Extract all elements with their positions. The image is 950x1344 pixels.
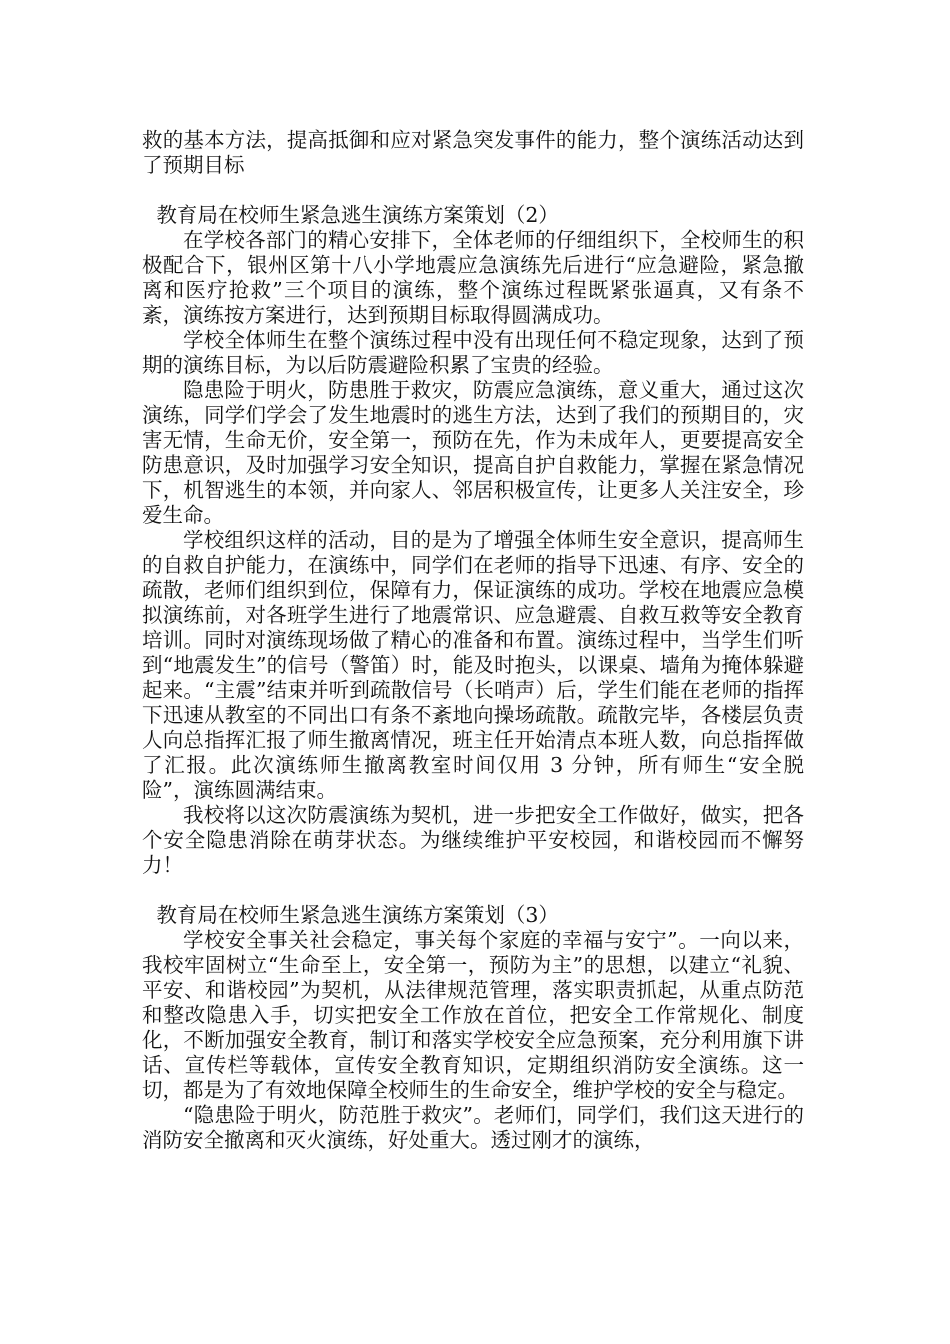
section-3-paragraph-2: “隐患险于明火，防范胜于救灾”。老师们，同学们，我们这天进行的消防安全撤离和灭火演练，好处重大。透过刚才的演练， [142,1103,804,1152]
section-2-title: 教育局在校师生紧急逃生演练方案策划（2） [156,203,559,227]
section-gap [142,878,804,903]
section-gap [142,178,804,203]
section-2-paragraph-2: 学校全体师生在整个演练过程中没有出现任何不稳定现象，达到了预期的演练目标，为以后防震避险积累了宝贵的经验。 [142,328,804,377]
section-2-paragraph-4: 学校组织这样的活动，目的是为了增强全体师生安全意识，提高师生的自救自护能力，在演练中，同学们在老师的指导下迅速、有序、安全的疏散，老师们组织到位，保障有力，保证演练的成功。学校在地震应急模拟演练前，对各班学生进行了地震常识、应急避震、自救互救等安全教育培训。同时对演练现场做了精心的准备和布置。演练过程中，当学生们听到“地震发生”的信号（警笛）时，能及时抱头，以课桌、墙角为掩体躲避起来。“主震”结束并听到疏散信号（长哨声）后，学生们能在老师的指挥下迅速从教室的不同出口有条不紊地向操场疏散。疏散完毕，各楼层负责人向总指挥汇报了师生撤离情况，班主任开始清点本班人数，向总指挥做了汇报。此次演练师生撤离教室时间仅用 3 分钟，所有师生“安全脱险”，演练圆满结束。 [142,528,804,802]
section-3-title: 教育局在校师生紧急逃生演练方案策划（3） [156,903,559,927]
section-3-paragraph-1: 学校安全事关社会稳定，事关每个家庭的幸福与安宁”。一向以来，我校牢固树立“生命至上，安全第一，预防为主”的思想，以建立“礼貌、平安、和谐校园”为契机，从法律规范管理，落实职责抓起，从重点防范和整改隐患入手，切实把安全工作放在首位，把安全工作常规化、制度化，不断加强安全教育，制订和落实学校安全应急预案，充分利用旗下讲话、宣传栏等载体，宣传安全教育知识，定期组织消防安全演练。这一切，都是为了有效地保障全校师生的生命安全，维护学校的安全与稳定。 [142,928,804,1102]
section-2-paragraph-3: 隐患险于明火，防患胜于救灾，防震应急演练，意义重大，通过这次演练，同学们学会了发生地震时的逃生方法，达到了我们的预期目的，灾害无情，生命无价，安全第一，预防在先，作为未成年人，更要提高安全防患意识，及时加强学习安全知识，提高自护自救能力，掌握在紧急情况下，机智逃生的本领，并向家人、邻居积极宣传，让更多人关注安全，珍爱生命。 [142,378,804,527]
section-2-paragraph-1: 在学校各部门的精心安排下，全体老师的仔细组织下，全校师生的积极配合下，银州区第十八小学地震应急演练先后进行“应急避险，紧急撤离和医疗抢救”三个项目的演练，整个演练过程既紧张逼真，又有条不紊，演练按方案进行，达到预期目标取得圆满成功。 [142,228,804,327]
section-2-paragraph-5: 我校将以这次防震演练为契机，进一步把安全工作做好，做实，把各个安全隐患消除在萌芽状态。为继续维护平安校园，和谐校园而不懈努力！ [142,803,804,877]
intro-paragraph: 救的基本方法，提高抵御和应对紧急突发事件的能力，整个演练活动达到了预期目标 [142,128,804,177]
document-body [142,128,804,1153]
